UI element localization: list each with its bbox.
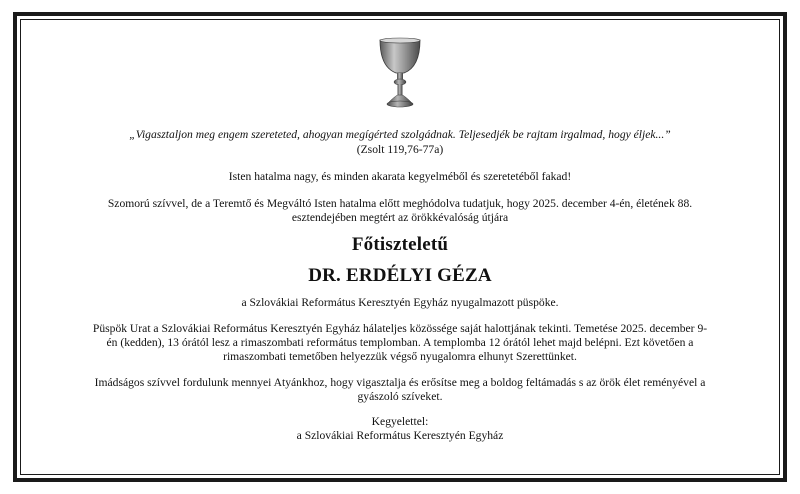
announcement-line-2: esztendejében megtért az örökkévalóság útjára [291, 211, 509, 224]
announcement-line-1: Szomorú szívvel, de a Teremtő és Megváltó Isten hatalma előtt meghódolva tudatjuk, hogy 2025. december 4-én, életének 88. [107, 197, 693, 210]
honorific: Főtiszteletű [351, 234, 449, 255]
prayer-line-1: Imádságos szívvel fordulunk mennyei Atyánkhoz, hogy vigasztalja és erősítse meg a boldog feltámadás s az örök élet reményével a [94, 376, 706, 389]
faith-line: Isten hatalma nagy, és minden akarata kegyelméből és szeretetéből fakad! [228, 170, 572, 183]
bible-quote: „Vigasztaljon meg engem szereteted, ahogyan megígérted szolgádnak. Teljesedjék be rajtam irgalmad, hogy éljek...” [129, 128, 671, 141]
deceased-name: DR. ERDÉLYI GÉZA [308, 265, 492, 286]
prayer-line-2: gyászoló szíveket. [357, 390, 443, 403]
funeral-line-3: rimaszombati temetőben helyezzük végső nyugalomra elhunyt Szerettünket. [223, 350, 577, 363]
chalice-icon [374, 37, 426, 109]
funeral-line-2: én (kedden), 13 órától lesz a rimaszombati református templomban. A templomba 12 órától lehet majd belépni. Ezt követően a [106, 336, 694, 349]
funeral-line-1: Püspök Urat a Szlovákiai Református Keresztyén Egyház hálateljes közössége saját halottjának tekinti. Temetése 2025. december 9- [92, 322, 708, 335]
title-line: a Szlovákiai Református Keresztyén Egyház nyugalmazott püspöke. [241, 296, 559, 309]
closing: Kegyelettel: [371, 415, 429, 428]
signature: a Szlovákiai Református Keresztyén Egyház [296, 429, 504, 442]
quote-reference: (Zsolt 119,76-77a) [356, 143, 444, 156]
